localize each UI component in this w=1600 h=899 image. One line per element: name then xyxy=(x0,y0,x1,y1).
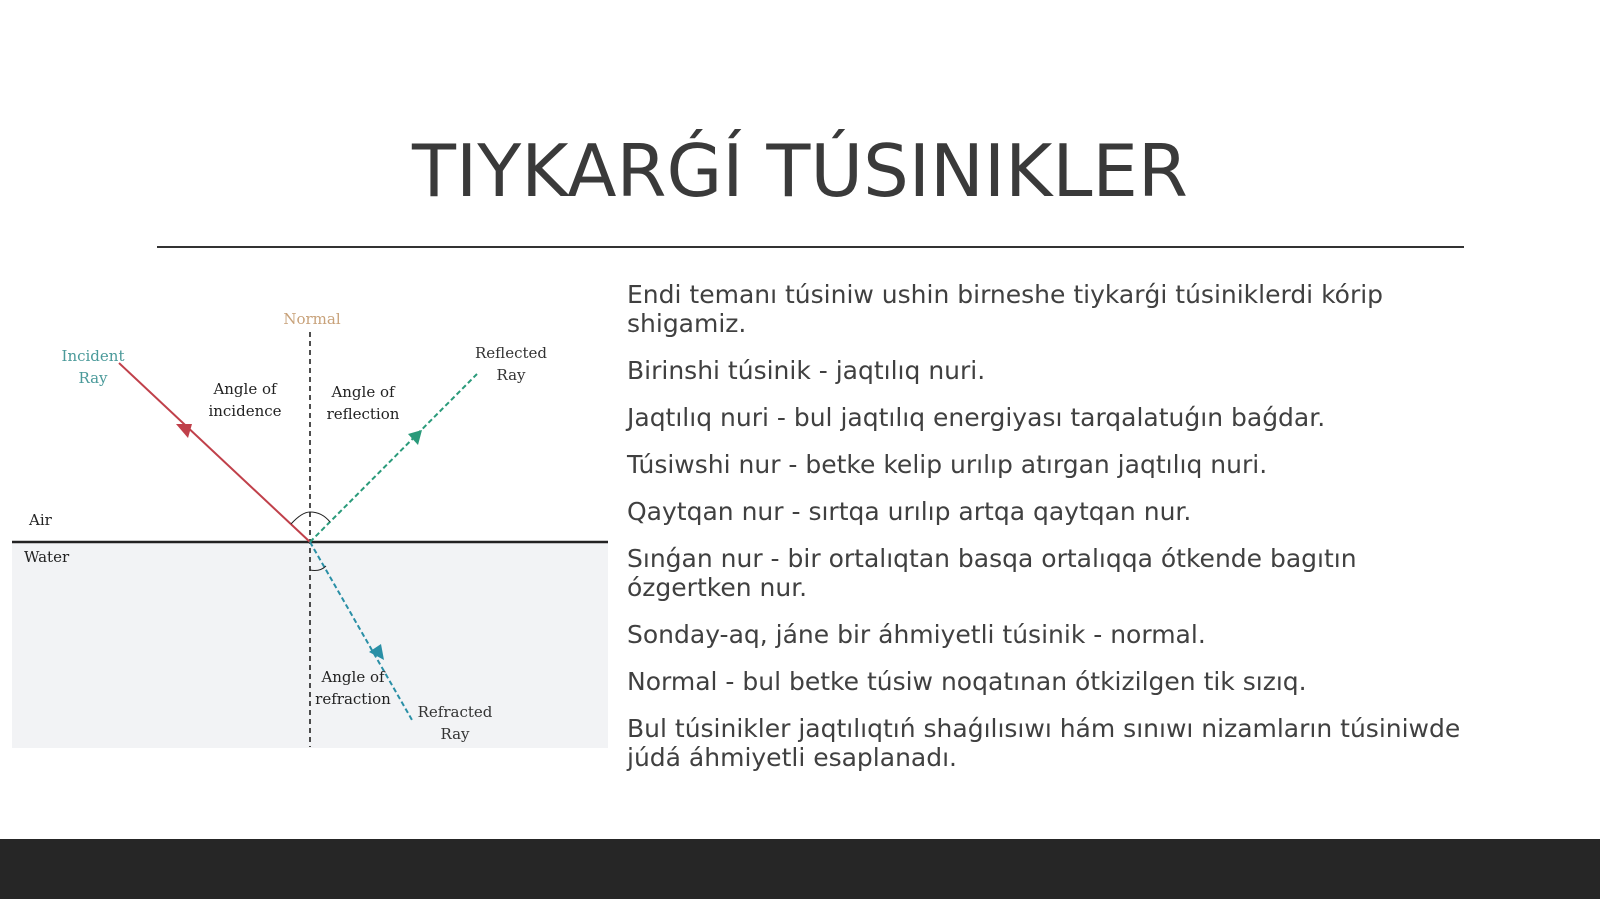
incident-ray-arrow xyxy=(176,424,192,438)
reflected-ray-arrow xyxy=(408,430,422,445)
list-item: Túsiwshi nur - betke kelip urılıp atırgan jaqtılıq nuri. xyxy=(627,450,1268,479)
angle-incidence-label-2: incidence xyxy=(208,402,282,420)
refracted-ray-label-1: Refracted xyxy=(417,703,493,721)
list-item: Birinshi túsinik - jaqtılıq nuri. xyxy=(627,356,986,385)
water-region xyxy=(12,542,608,748)
angle-incidence-label-1: Angle of xyxy=(213,380,277,398)
refracted-ray-label-2: Ray xyxy=(440,725,470,743)
angle-reflection-arc xyxy=(310,512,330,522)
incident-ray-label-1: Incident xyxy=(61,347,125,365)
angle-reflection-label-1: Angle of xyxy=(331,383,395,401)
list-item: Endi temanı túsiniw ushin birneshe tiykarǵi túsiniklerdi kórip shigamiz. xyxy=(627,280,1384,338)
reflected-ray-label-2: Ray xyxy=(496,366,526,384)
footer-band xyxy=(0,839,1600,899)
list-item: Jaqtılıq nuri - bul jaqtılıq energiyası tarqalatuǵın baǵdar. xyxy=(627,403,1326,432)
concept-list xyxy=(627,280,1477,790)
list-item: Sınǵan nur - bir ortalıqtan basqa ortalıqqa ótkende bagıtın ózgertken nur. xyxy=(627,544,1357,602)
angle-refraction-label-1: Angle of xyxy=(321,668,385,686)
reflected-ray-label-1: Reflected xyxy=(475,344,547,362)
list-item: Bul túsinikler jaqtılıqtıń shaǵılısıwı hám sınıwı nizamların túsiniwde júdá áhmiyetli esaplanadı. xyxy=(627,714,1461,772)
title-divider xyxy=(157,246,1464,248)
angle-refraction-label-2: refraction xyxy=(315,690,391,708)
incident-ray-label-2: Ray xyxy=(78,369,108,387)
slide-title: TIYKARǴÍ TÚSINIKLER xyxy=(412,129,1188,213)
angle-incidence-arc xyxy=(291,512,310,524)
water-label: Water xyxy=(24,548,70,566)
normal-label: Normal xyxy=(283,310,341,328)
list-item: Qaytqan nur - sırtqa urılıp artqa qaytqan nur. xyxy=(627,497,1192,526)
list-item: Normal - bul betke túsiw noqatınan ótkizilgen tik sızıq. xyxy=(627,667,1307,696)
refraction-diagram xyxy=(12,300,612,755)
air-label: Air xyxy=(29,511,52,529)
list-item: Sonday-aq, jáne bir áhmiyetli túsinik - normal. xyxy=(627,620,1206,649)
angle-reflection-label-2: reflection xyxy=(326,405,400,423)
